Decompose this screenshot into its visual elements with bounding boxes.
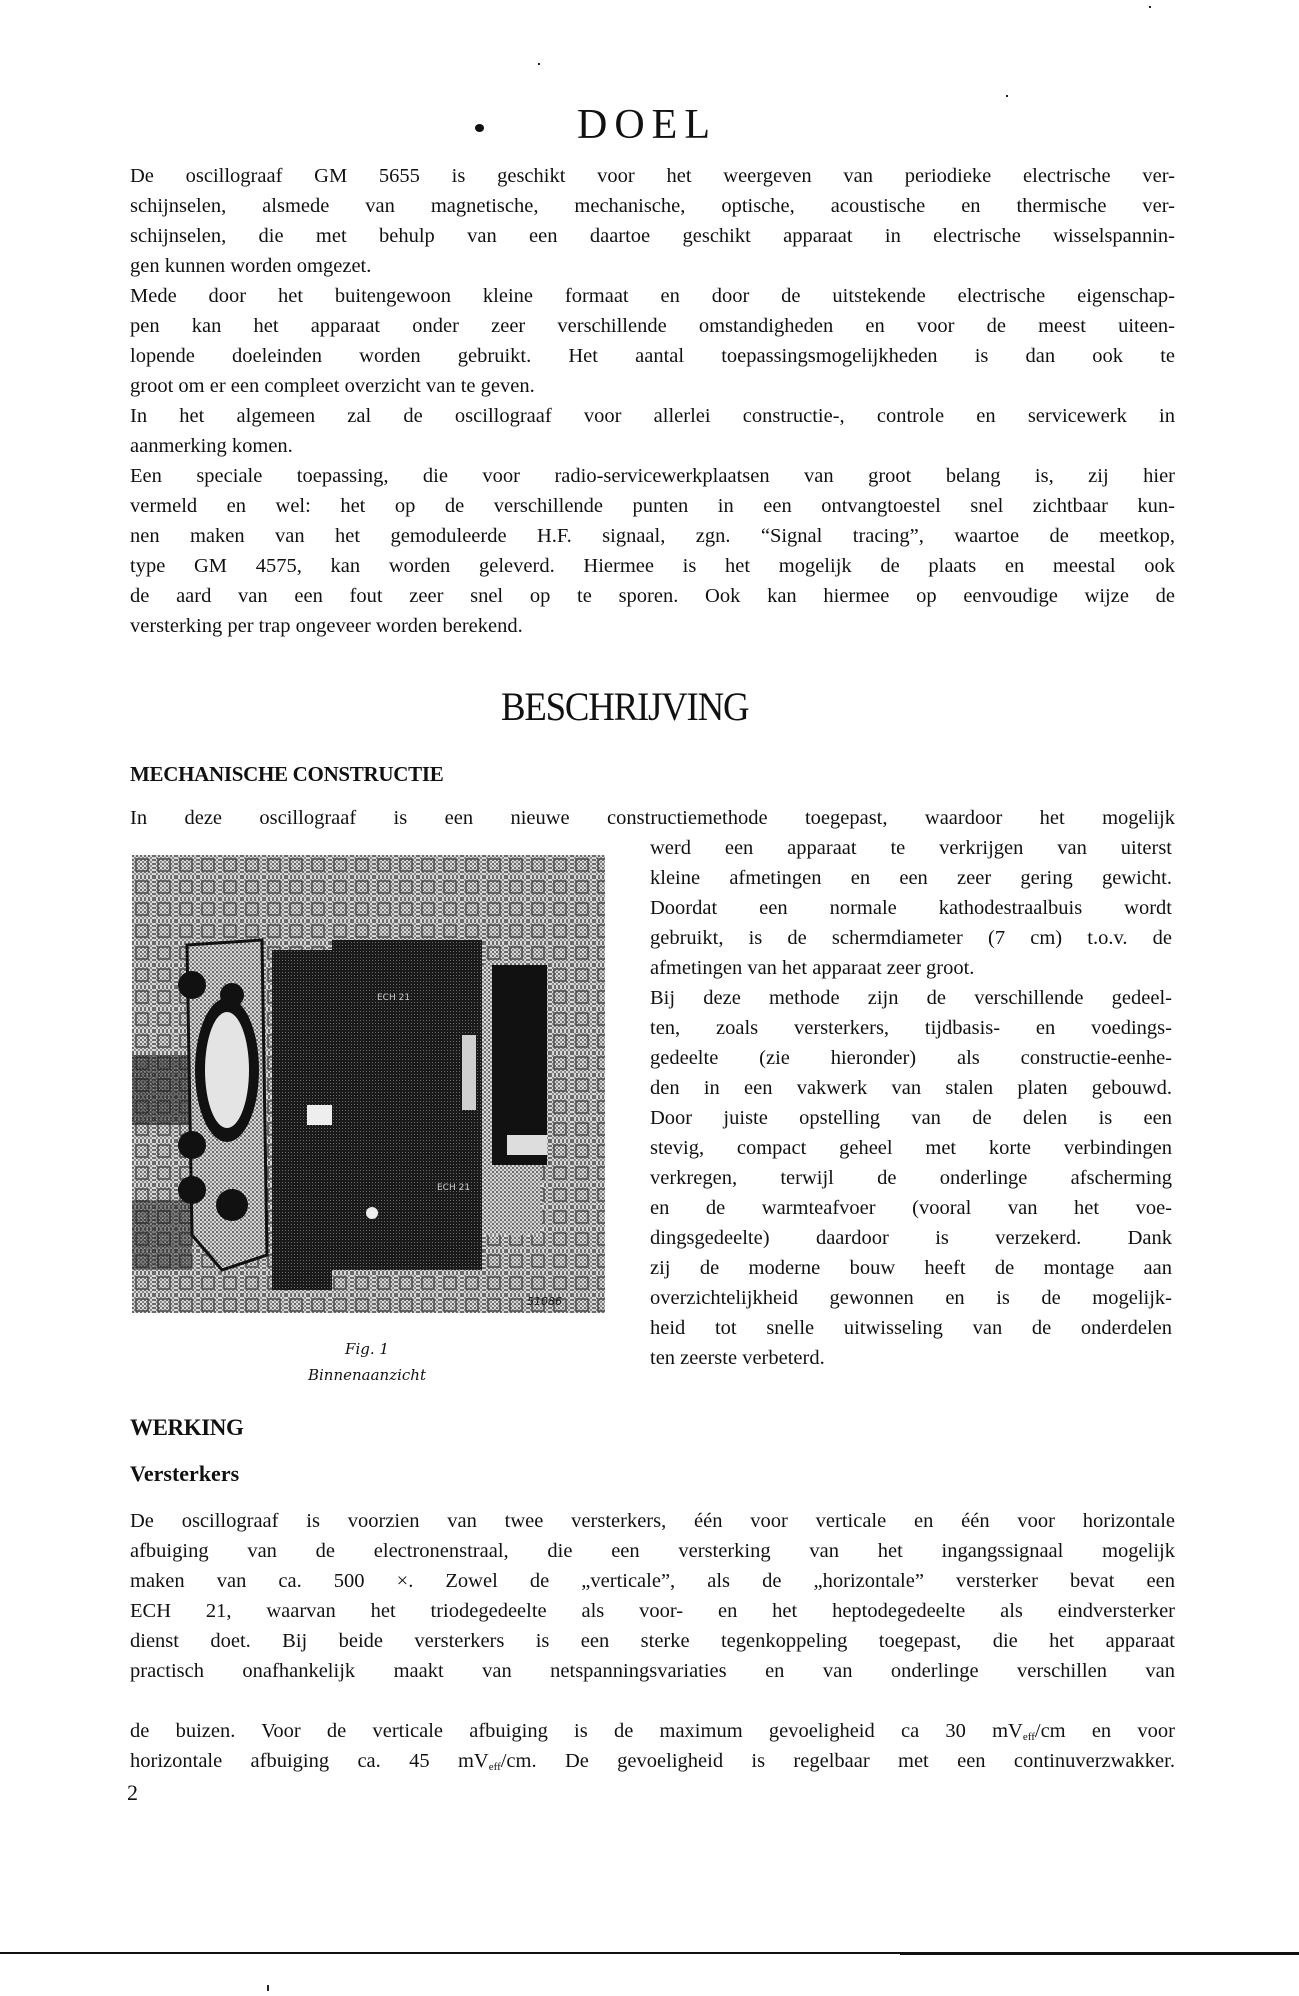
- body-line: zij de moderne bouw heeft de montage aan: [650, 1257, 1172, 1279]
- body-line: dingsgedeelte) daardoor is verzekerd. Dank: [650, 1227, 1172, 1249]
- body-line: In het algemeen zal de oscillograaf voor allerlei constructie-, controle en servicewerk in: [130, 405, 1175, 427]
- body-line: Bij deze methode zijn de verschillende gedeel-: [650, 987, 1172, 1009]
- body-line: de aard van een fout zeer snel op te sporen. Ook kan hiermee op eenvoudige wijze de: [130, 585, 1175, 607]
- section-title-werking: WERKING: [130, 1415, 244, 1440]
- body-line: gen kunnen worden omgezet.: [130, 255, 372, 277]
- body-line: lopende doeleinden worden gebruikt. Het aantal toepassingsmogelijkheden is dan ook te: [130, 345, 1175, 367]
- body-line: De oscillograaf is voorzien van twee versterkers, één voor verticale en één voor horizontale: [130, 1510, 1175, 1532]
- body-line: ten, zoals versterkers, tijdbasis- en voedings-: [650, 1017, 1172, 1039]
- body-line: den in een vakwerk van stalen platen gebouwd.: [650, 1077, 1172, 1099]
- body-line: gedeelte (zie hieronder) als constructie-eenhe-: [650, 1047, 1172, 1069]
- body-line: werd een apparaat te verkrijgen van uiterst: [650, 837, 1172, 859]
- body-line: versterking per trap ongeveer worden berekend.: [130, 615, 523, 637]
- section-title-beschrijving: BESCHRIJVING: [501, 684, 749, 729]
- body-line: pen kan het apparaat onder zeer verschillende omstandigheden en voor de meest uiteen-: [130, 315, 1175, 337]
- section-title-doel: DOEL: [577, 102, 717, 148]
- tube-label: ECH 21: [377, 993, 411, 1003]
- bullet-mark: [475, 124, 484, 132]
- scan-dust: [1149, 6, 1151, 8]
- body-line: aanmerking komen.: [130, 435, 293, 457]
- subsection-title-versterkers: Versterkers: [130, 1461, 240, 1486]
- scan-dust: [538, 63, 540, 65]
- body-line: vermeld en wel: het op de verschillende punten in een ontvangtoestel snel zichtbaar kun-: [130, 495, 1175, 517]
- body-line: Door juiste opstelling van de delen is een: [650, 1107, 1172, 1129]
- body-line: en de warmteafvoer (vooral van het voe-: [650, 1197, 1172, 1219]
- body-line: horizontale afbuiging ca. 45 $mV_{eff}/cm$. De gevoeligheid is regelbaar met een continuverzwakker.: [130, 1750, 1175, 1773]
- body-line: Doordat een normale kathodestraalbuis wordt: [650, 897, 1172, 919]
- body-line: afmetingen van het apparaat zeer groot.: [650, 957, 975, 979]
- tube-label: ECH 21: [437, 1183, 471, 1193]
- bottom-rule-thick: [900, 1952, 1299, 1955]
- scan-dust: [1006, 95, 1008, 97]
- body-line: De oscillograaf GM 5655 is geschikt voor het weergeven van periodieke electrische ver-: [130, 165, 1175, 187]
- body-line: practisch onafhankelijk maakt van netspanningsvariaties en van onderlinge verschillen van: [130, 1660, 1175, 1682]
- body-line: de buizen. Voor de verticale afbuiging is de maximum gevoeligheid ca 30 $mV_{eff}/cm$ en voor: [130, 1720, 1175, 1743]
- body-line: ten zeerste verbeterd.: [650, 1347, 825, 1369]
- body-line: Mede door het buitengewoon kleine formaat en door de uitstekende electrische eigenschap-: [130, 285, 1175, 307]
- body-line: type GM 4575, kan worden geleverd. Hiermee is het mogelijk de plaats en meestal ook: [130, 555, 1175, 577]
- body-line: nen maken van het gemoduleerde H.F. signaal, zgn. “Signal tracing”, waartoe de meetkop,: [130, 525, 1175, 547]
- body-line: stevig, compact geheel met korte verbindingen: [650, 1137, 1172, 1159]
- body-line: heid tot snelle uitwisseling van de onderdelen: [650, 1317, 1172, 1339]
- body-line: overzichtelijkheid gewonnen en is de mogelijk-: [650, 1287, 1172, 1309]
- scan-dust: [267, 1985, 269, 1991]
- photo-number: 51086: [527, 1295, 562, 1308]
- subsection-title-mechanische-constructie: MECHANISCHE CONSTRUCTIE: [130, 762, 444, 786]
- figure-caption-text: Binnenaanzicht: [307, 1366, 426, 1384]
- body-line: dienst doet. Bij beide versterkers is een sterke tegenkoppeling toegepast, die het apparaat: [130, 1630, 1175, 1652]
- oscilloscope-interior-photo: [132, 855, 605, 1313]
- body-line: maken van ca. 500 ×. Zowel de „verticale”, als de „horizontale” versterker bevat een: [130, 1570, 1175, 1592]
- body-line: gebruikt, is de schermdiameter (7 cm) t.o.v. de: [650, 927, 1172, 949]
- body-line: schijnselen, alsmede van magnetische, mechanische, optische, acoustische en thermische ver-: [130, 195, 1175, 217]
- figure-photo: [132, 855, 605, 1313]
- body-line: schijnselen, die met behulp van een daartoe geschikt apparaat in electrische wisselspannin-: [130, 225, 1175, 247]
- body-line: kleine afmetingen en een zeer gering gewicht.: [650, 867, 1172, 889]
- figure-caption-number: Fig. 1: [345, 1340, 389, 1358]
- body-line: In deze oscillograaf is een nieuwe constructiemethode toegepast, waardoor het mogelijk: [130, 807, 1175, 829]
- body-line: verkregen, terwijl de onderlinge afscherming: [650, 1167, 1172, 1189]
- body-line: afbuiging van de electronenstraal, die een versterking van het ingangssignaal mogelijk: [130, 1540, 1175, 1562]
- page-number: 2: [127, 1780, 138, 1805]
- body-line: groot om er een compleet overzicht van te geven.: [130, 375, 535, 397]
- body-line: ECH 21, waarvan het triodegedeelte als voor- en het heptodegedeelte als eindversterker: [130, 1600, 1175, 1622]
- body-line: Een speciale toepassing, die voor radio-servicewerkplaatsen van groot belang is, zij hier: [130, 465, 1175, 487]
